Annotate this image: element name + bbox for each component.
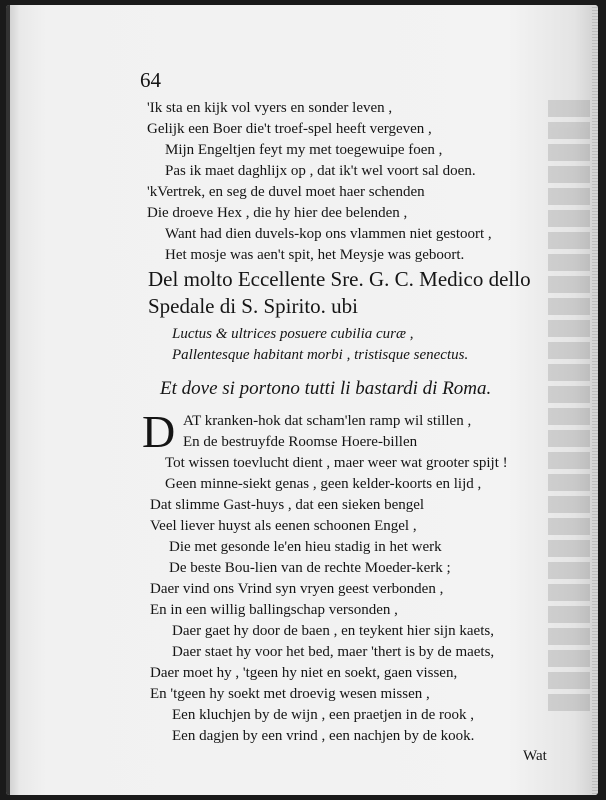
poem-line: En 'tgeen hy soekt met droevig wesen missen ,: [150, 686, 430, 702]
poem-line: AT kranken-hok dat scham'len ramp wil stillen ,: [183, 413, 472, 429]
poem-line: Daer moet hy , 'tgeen hy niet en soekt, gaen vissen,: [150, 665, 458, 681]
poem-line: Gelijk een Boer die't troef-spel heeft vergeven ,: [147, 121, 432, 137]
poem-line: Tot wissen toevlucht dient , maer weer wat grooter spijt !: [165, 455, 508, 471]
latin-quote: Pallentesque habitant morbi , tristisque senectus.: [172, 347, 469, 363]
poem-line: Daer staet hy voor het bed, maer 'thert is by de maets,: [172, 644, 495, 660]
section-heading: Del molto Eccellente Sre. G. C. Medico dello: [148, 267, 531, 291]
poem-line: De beste Bou-lien van de rechte Moeder-kerk ;: [169, 560, 451, 576]
poem-line: Want had dien duvels-kop ons vlammen niet gestoort ,: [165, 226, 492, 242]
poem-line: Een dagjen by een vrind , een nachjen by de kook.: [172, 728, 475, 744]
drop-cap: D: [142, 406, 176, 457]
poem-line: 'Ik sta en kijk vol vyers en sonder leven ,: [147, 100, 393, 116]
poem-line: Daer gaet hy door de baen , en teykent hier sijn kaets,: [172, 623, 494, 639]
catchword: Wat: [523, 748, 547, 764]
poem-line: Veel liever huyst als eenen schoonen Engel ,: [150, 518, 417, 534]
latin-quote: Luctus & ultrices posuere cubilia curæ ,: [172, 326, 414, 342]
poem-line: En in een willig ballingschap versonden ,: [150, 602, 398, 618]
page-number: 64: [140, 68, 161, 92]
section-heading: Spedale di S. Spirito. ubi: [148, 294, 358, 318]
poem-line: Mijn Engeltjen feyt my met toegewuipe foen ,: [165, 142, 443, 158]
italic-heading: Et dove si portono tutti li bastardi di Roma.: [160, 378, 492, 399]
poem-line: En de bestruyfde Roomse Hoere-billen: [183, 434, 418, 450]
poem-line: Het mosje was aen't spit, het Meysje was geboort.: [165, 247, 465, 263]
poem-line: Die met gesonde le'en hieu stadig in het werk: [169, 539, 442, 555]
poem-line: Daer vind ons Vrind syn vryen geest verbonden ,: [150, 581, 444, 597]
poem-line: Pas ik maet daghlijx op , dat ik't wel voort sal doen.: [165, 163, 476, 179]
poem-line: Geen minne-siekt genas , geen kelder-koorts en lijd ,: [165, 476, 482, 492]
poem-line: Die droeve Hex , die hy hier dee belenden ,: [147, 205, 408, 221]
poem-line: 'kVertrek, en seg de duvel moet haer schenden: [147, 184, 425, 200]
poem-line: Dat slimme Gast-huys , dat een sieken bengel: [150, 497, 425, 513]
poem-line: Een kluchjen by de wijn , een praetjen in de rook ,: [172, 707, 474, 723]
